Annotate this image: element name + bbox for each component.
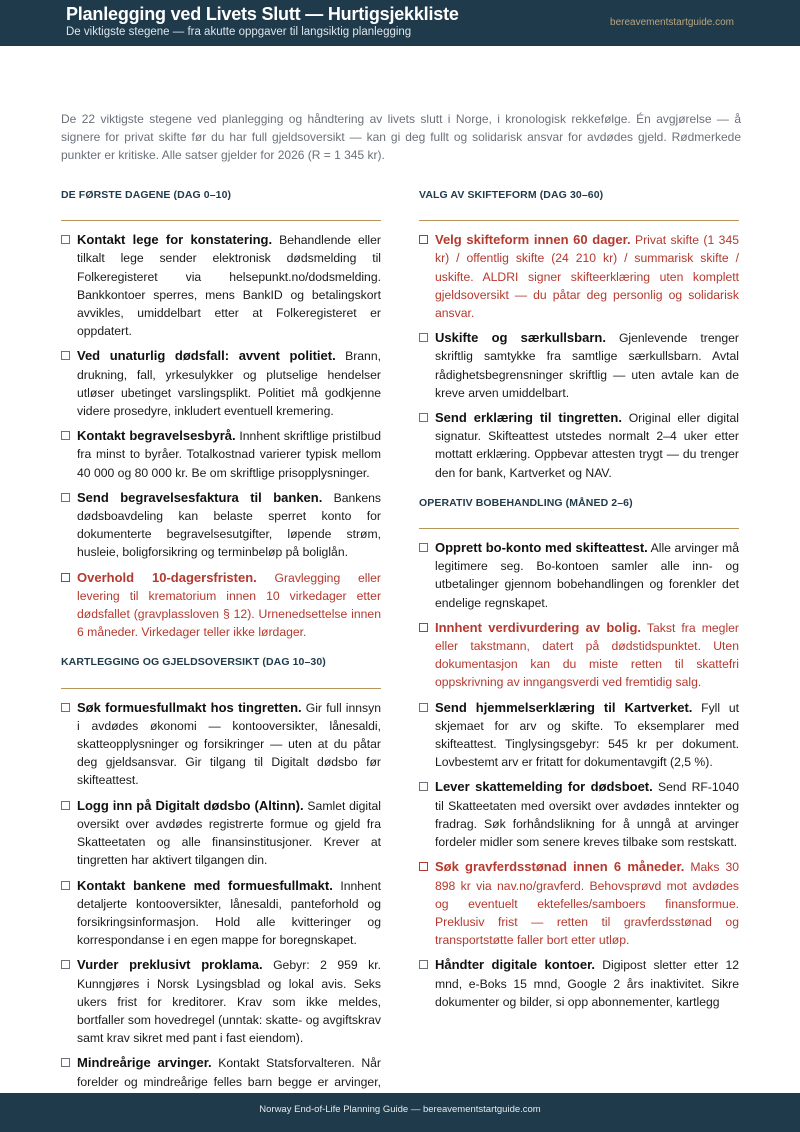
checklist-item: Kontakt begravelsesbyrå. Innhent skriftlige pristilbud fra minst to byråer. Totalkostnad varierer typisk mellom 40 000 og 80 000 kr. Be om skriftlige prisopplysninger. <box>61 427 381 482</box>
checklist-item-critical: Velg skifteform innen 60 dager. Privat skifte (1 345 kr) / offentlig skifte (24 210 kr) / summarisk skifte / uskifte. ALDRI signer skifteerklæring uten komplett gjeldsoversikt — du påtar deg personlig og solidarisk ansvar. <box>419 231 739 322</box>
section-heading: KARTLEGGING OG GJELDSOVERSIKT (DAG 10–30) <box>61 653 381 688</box>
checkbox[interactable] <box>61 960 70 969</box>
checklist-item: Kontakt lege for konstatering. Behandlende eller tilkalt lege sender elektronisk dødsmelding til Folkeregisteret via helsepunkt.no/dodsmelding. Bankkontoer sperres, mens BankID og betalingskort avvikles, umiddelbart etter at Folkeregisteret er oppdatert. <box>61 231 381 340</box>
right-column <box>419 186 739 1018</box>
section-heading: DE FØRSTE DAGENE (DAG 0–10) <box>61 186 381 221</box>
checklist-item: Uskifte og særkullsbarn. Gjenlevende trenger skriftlig samtykke fra samtlige særkullsbarn. Avtal rådighetsbegrensninger skriftlig — uten avtale kan de kreve arven umiddelbart. <box>419 329 739 402</box>
checklist-item: Mindreårige arvinger. Kontakt Statsforvalteren. Når forelder og mindreårige felles barn begge er arvinger, <box>61 1054 381 1109</box>
checklist-item: Send begravelsesfaktura til banken. Bankens dødsboavdeling kan belaste sperret konto for dokumenterte begravelsesutgifter, løpende strøm, husleie, boligforsikring og terminbeløp på boliglån. <box>61 489 381 562</box>
checkbox[interactable] <box>419 235 428 244</box>
section-heading: VALG AV SKIFTEFORM (DAG 30–60) <box>419 186 739 221</box>
site-link[interactable]: bereavementstartguide.com <box>610 17 734 28</box>
checkbox[interactable] <box>61 493 70 502</box>
checklist-item-critical: Søk gravferdsstønad innen 6 måneder. Maks 30 898 kr via nav.no/gravferd. Behovsprøvd mot avdødes og eventuelt ektefelles/samboers finansformue. Preklusiv frist — retten til gravferdsstønad og transportstøtte faller bort etter utløp. <box>419 858 739 949</box>
page-header <box>0 0 800 46</box>
left-column <box>61 186 381 1116</box>
checklist-item: Send erklæring til tingretten. Original eller digital signatur. Skifteattest utstedes normalt 2–4 uker etter mottatt erklæring. Oppbevar attesten trygt — du trenger den for bank, Kartverket og NAV. <box>419 409 739 482</box>
checklist-item: Vurder preklusivt proklama. Gebyr: 2 959 kr. Kunngjøres i Norsk Lysingsblad og lokal avis. Seks ukers frist for kreditorer. Krav som ikke meldes, bortfaller som hovedregel (unntak: skatte- og avgiftskrav samt krav sikret med pant i fast eiendom). <box>61 956 381 1047</box>
checkbox[interactable] <box>61 235 70 244</box>
checkbox[interactable] <box>419 413 428 422</box>
checklist-item-critical: Overhold 10-dagersfristen. Gravlegging eller levering til krematorium innen 10 virkedager etter dødsfallet (gravplassloven § 12). Urnenedsettelse innen 6 måneder. Virkedager teller ikke lørdager. <box>61 569 381 642</box>
page-footer: Norway End-of-Life Planning Guide — bereavementstartguide.com <box>0 1093 800 1132</box>
checklist-item: Søk formuesfullmakt hos tingretten. Gir full innsyn i avdødes økonomi — kontooversikter, lånesaldi, skatteopplysninger og forsikringer — uten at du påtar deg gjeldsansvar. Gir tilgang til Digitalt dødsbo før skifteattest. <box>61 699 381 790</box>
checklist-item-critical: Innhent verdivurdering av bolig. Takst fra megler eller takstmann, datert på dødstidspunktet. Uten dokumentasjon kan du miste retten til skattefri oppskrivning av inngangsverdi ved fremtidig salg. <box>419 619 739 692</box>
checkbox[interactable] <box>419 543 428 552</box>
checkbox[interactable] <box>419 333 428 342</box>
checkbox[interactable] <box>419 862 428 871</box>
page-subtitle: De viktigste stegene — fra akutte oppgaver til langsiktig planlegging <box>66 26 412 38</box>
checkbox[interactable] <box>419 960 428 969</box>
intro-paragraph: De 22 viktigste stegene ved planlegging og håndtering av livets slutt i Norge, i kronologisk rekkefølge. Én avgjørelse — å signere for privat skifte før du har full gjeldsoversikt — kan gi deg fullt og solidarisk ansvar for avdødes gjeld. Rødmerkede punkter er kritiske. Alle satser gjelder for 2026 (R = 1 345 kr). <box>61 112 741 162</box>
checkbox[interactable] <box>419 623 428 632</box>
checklist-item: Kontakt bankene med formuesfullmakt. Innhent detaljerte kontooversikter, lånesaldi, panteforhold og forsikringsinformasjon. Hold alle kvitteringer og korrespondanse i en egen mappe for boregnskapet. <box>61 877 381 950</box>
checklist-item: Opprett bo-konto med skifteattest. Alle arvinger må legitimere seg. Bo-kontoen samler alle inn- og utbetalinger gjennom bobehandlingen og forenkler det endelige regnskapet. <box>419 539 739 612</box>
checklist-item: Håndter digitale kontoer. Digipost sletter etter 12 mnd, e-Boks 15 mnd, Google 2 års inaktivitet. Sikre dokumenter og bilder, si opp abonnementer, kartlegg <box>419 956 739 1011</box>
checkbox[interactable] <box>61 1058 70 1067</box>
checkbox[interactable] <box>419 782 428 791</box>
checkbox[interactable] <box>61 351 70 360</box>
page-title: Planlegging ved Livets Slutt — Hurtigsjekkliste <box>66 4 459 24</box>
checklist-item: Lever skattemelding for dødsboet. Send RF-1040 til Skatteetaten med oversikt over avdødes inntekter og fradrag. Søk forhåndslikning for å unngå at arvinger fordeler midler som senere kreves tilbake som restskatt. <box>419 778 739 851</box>
checkbox[interactable] <box>61 801 70 810</box>
checklist-item: Ved unaturlig dødsfall: avvent politiet. Brann, drukning, fall, yrkesulykker og plutselige hendelser utløser ubetinget varslingsplikt. Politiet må godkjenne videre prosedyre, inkludert eventuell kremering. <box>61 347 381 420</box>
checkbox[interactable] <box>61 431 70 440</box>
checkbox[interactable] <box>61 573 70 582</box>
checklist-item: Logg inn på Digitalt dødsbo (Altinn). Samlet digital oversikt over avdødes registrerte formue og gjeld fra Skatteetaten og alle finansinstitusjoner. Krever at tingretten har aktivert tilgangen din. <box>61 797 381 870</box>
checkbox[interactable] <box>61 881 70 890</box>
checkbox[interactable] <box>61 703 70 712</box>
checkbox[interactable] <box>419 703 428 712</box>
checklist-item: Send hjemmelserklæring til Kartverket. Fyll ut skjemaet for arv og skifte. To eksemplarer med skifteattest. Tinglysingsgebyr: 545 kr per dokument. Lovbestemt arv er fritatt for dokumentavgift (2,5 %). <box>419 699 739 772</box>
section-heading: OPERATIV BOBEHANDLING (MÅNED 2–6) <box>419 494 739 529</box>
